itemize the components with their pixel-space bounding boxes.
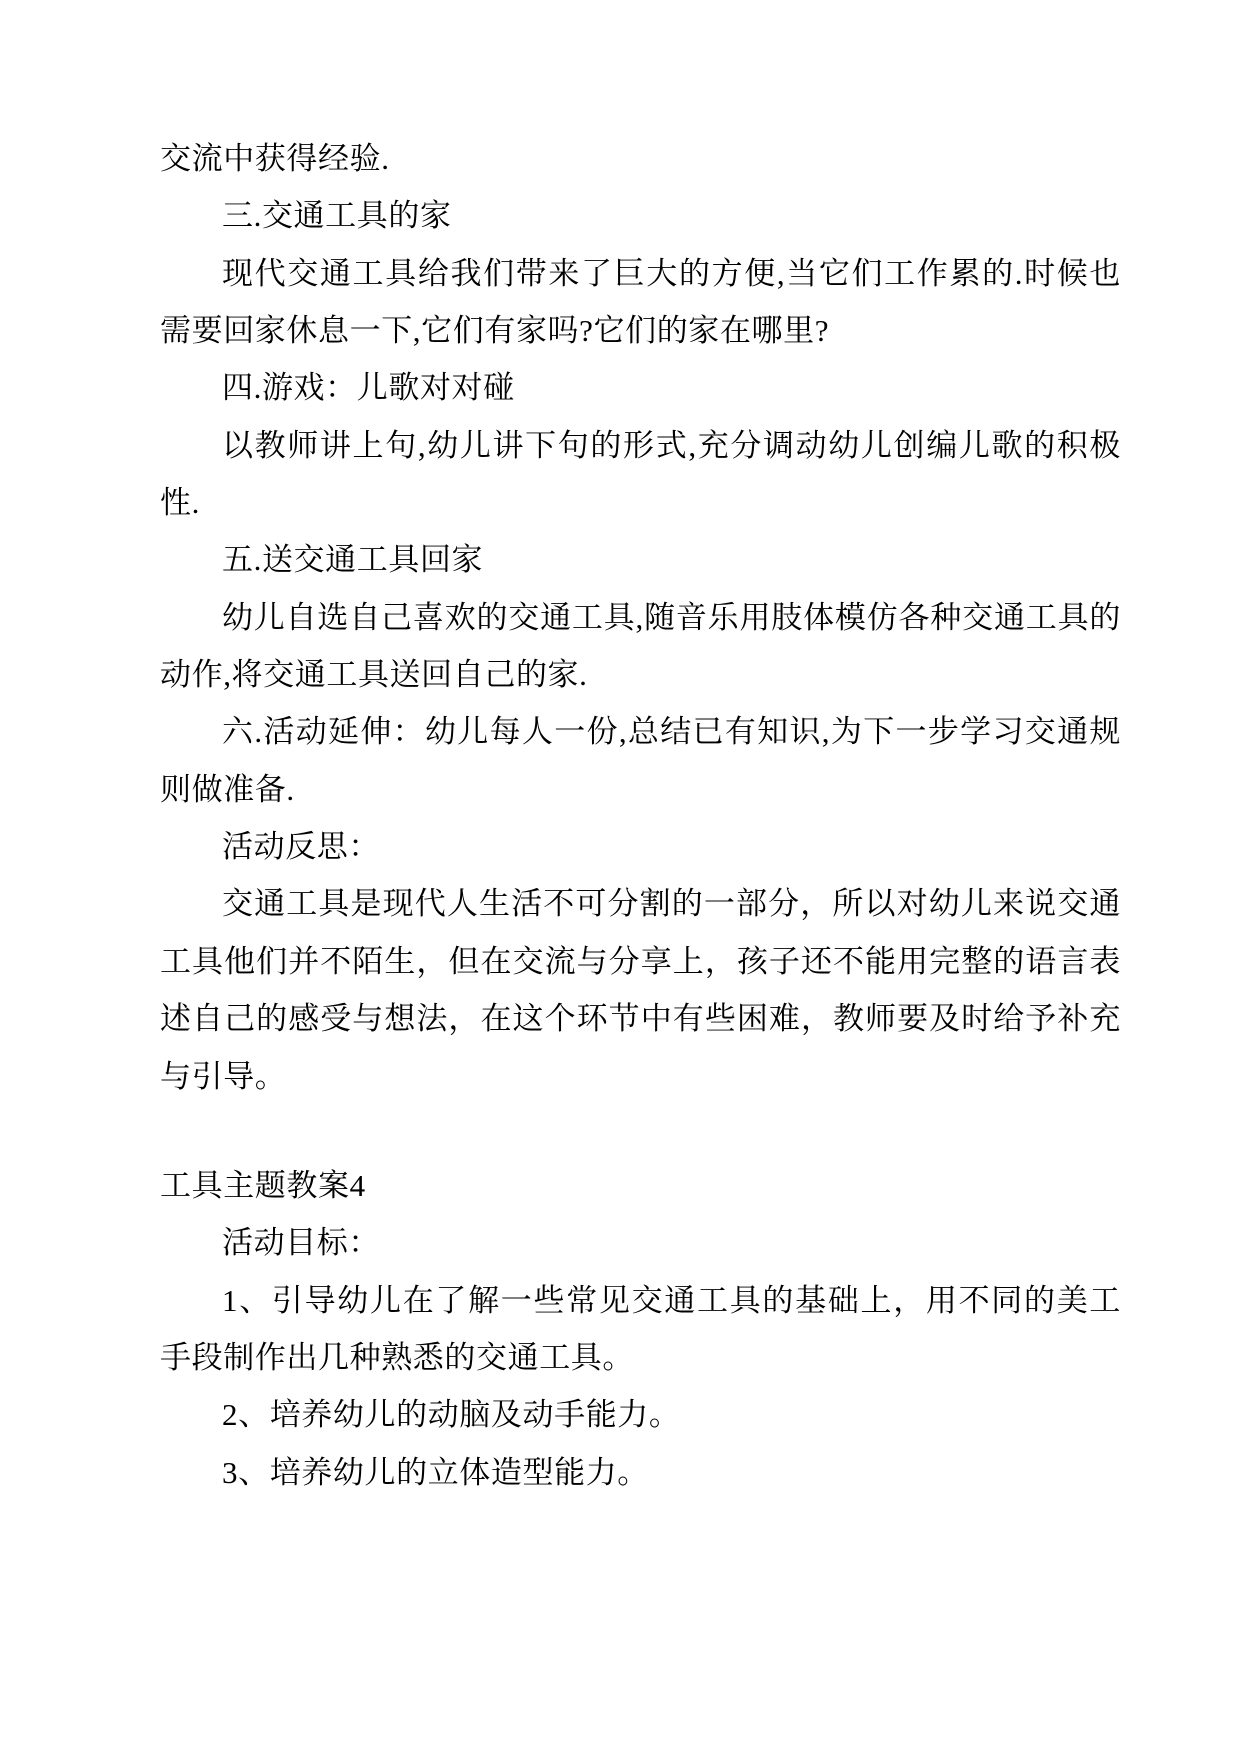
paragraph-section-four-body: 以教师讲上句,幼儿讲下句的形式,充分调动幼儿创编儿歌的积极性. — [160, 427, 1121, 521]
activity-goal-item-3: 3、培养幼儿的立体造型能力。 — [222, 1454, 649, 1490]
section-divider-space — [160, 1105, 1121, 1157]
section-heading-three: 三.交通工具的家 — [222, 198, 452, 234]
activity-goal-item-2: 2、培养幼儿的动脑及动手能力。 — [222, 1397, 681, 1433]
section-heading-five: 五.送交通工具回家 — [222, 542, 484, 578]
reflection-body: 交通工具是现代人生活不可分割的一部分，所以对幼儿来说交通工具他们并不陌生，但在交流与分享上，孩子还不能用完整的语言表述自己的感受与想法，在这个环节中有些困难，教师要及时给予补充与引导。 — [160, 886, 1121, 1094]
reflection-heading: 活动反思： — [222, 829, 380, 865]
section-heading-four: 四.游戏：儿歌对对碰 — [222, 370, 515, 406]
activity-goals-heading: 活动目标： — [222, 1225, 380, 1261]
lesson-plan-heading: 工具主题教案4 — [160, 1167, 366, 1203]
paragraph-section-five-body: 幼儿自选自己喜欢的交通工具,随音乐用肢体模仿各种交通工具的动作,将交通工具送回自己的家. — [160, 599, 1121, 693]
activity-goal-item-1: 1、引导幼儿在了解一些常见交通工具的基础上，用不同的美工手段制作出几种熟悉的交通工具。 — [160, 1282, 1121, 1375]
document-body — [160, 130, 1121, 1501]
paragraph-section-three-body: 现代交通工具给我们带来了巨大的方便,当它们工作累的.时候也需要回家休息一下,它们有家吗?它们的家在哪里? — [160, 255, 1121, 349]
section-heading-six: 六.活动延伸：幼儿每人一份,总结已有知识,为下一步学习交通规则做准备. — [160, 714, 1121, 807]
paragraph-continuation: 交流中获得经验. — [160, 141, 390, 176]
